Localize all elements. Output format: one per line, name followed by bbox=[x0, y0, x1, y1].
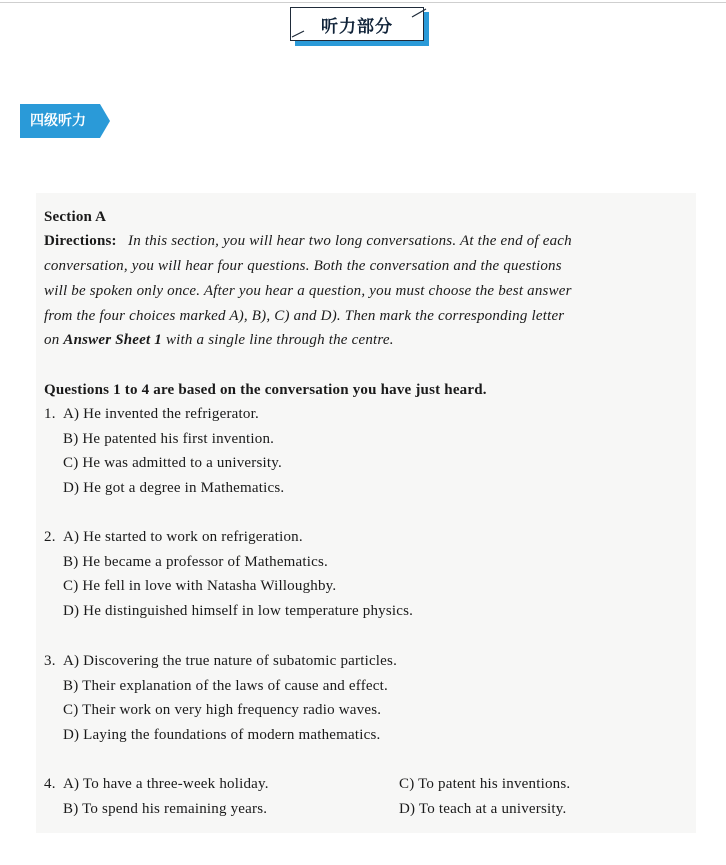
q1-option-d: D) He got a degree in Mathematics. bbox=[63, 480, 285, 496]
directions-line-2: conversation, you will hear four questions. Both the conversation and the questions bbox=[44, 258, 562, 274]
q2-option-a: A) He started to work on refrigeration. bbox=[63, 529, 303, 545]
question-number-3: 3. bbox=[44, 653, 56, 669]
question-number-2: 2. bbox=[44, 529, 56, 545]
q4-option-a: A) To have a three-week holiday. bbox=[63, 776, 269, 792]
directions-line-4: from the four choices marked A), B), C) and D). Then mark the corresponding letter bbox=[44, 308, 565, 324]
badge-corner-lines-icon bbox=[290, 7, 430, 47]
section-header-badge bbox=[290, 7, 430, 47]
q2-option-c: C) He fell in love with Natasha Willoughby. bbox=[63, 578, 337, 594]
listening-level-tag bbox=[20, 104, 110, 138]
q3-option-d: D) Laying the foundations of modern mathematics. bbox=[63, 727, 381, 743]
q1-option-b: B) He patented his first invention. bbox=[63, 431, 275, 447]
directions-on: on bbox=[44, 332, 60, 348]
q4-option-c: C) To patent his inventions. bbox=[399, 776, 571, 792]
section-title: Section A bbox=[44, 209, 107, 225]
directions-label: Directions: bbox=[44, 233, 117, 249]
q1-option-c: C) He was admitted to a university. bbox=[63, 455, 282, 471]
directions-line-3: will be spoken only once. After you hear a question, you must choose the best answer bbox=[44, 283, 572, 299]
questions-header: Questions 1 to 4 are based on the conversation you have just heard. bbox=[44, 382, 487, 398]
header-title: 听力部分 bbox=[290, 7, 424, 41]
top-divider bbox=[0, 2, 726, 3]
q4-option-d: D) To teach at a university. bbox=[399, 801, 567, 817]
directions-line-5 bbox=[44, 332, 394, 349]
tag-label: 四级听力 bbox=[30, 113, 86, 129]
q3-option-b: B) Their explanation of the laws of cause and effect. bbox=[63, 678, 388, 694]
q1-option-a: A) He invented the refrigerator. bbox=[63, 406, 259, 422]
q3-option-c: C) Their work on very high frequency radio waves. bbox=[63, 702, 382, 718]
question-number-4: 4. bbox=[44, 776, 56, 792]
q2-option-b: B) He became a professor of Mathematics. bbox=[63, 554, 328, 570]
directions-line-1: In this section, you will hear two long conversations. At the end of each bbox=[128, 233, 572, 249]
question-number-1: 1. bbox=[44, 406, 56, 422]
answer-sheet-ref: Answer Sheet 1 bbox=[63, 332, 163, 348]
q4-option-b: B) To spend his remaining years. bbox=[63, 801, 268, 817]
exam-page bbox=[36, 193, 696, 833]
directions-end: with a single line through the centre. bbox=[165, 332, 394, 348]
q3-option-a: A) Discovering the true nature of subatomic particles. bbox=[63, 653, 398, 669]
q2-option-d: D) He distinguished himself in low temperature physics. bbox=[63, 603, 414, 619]
